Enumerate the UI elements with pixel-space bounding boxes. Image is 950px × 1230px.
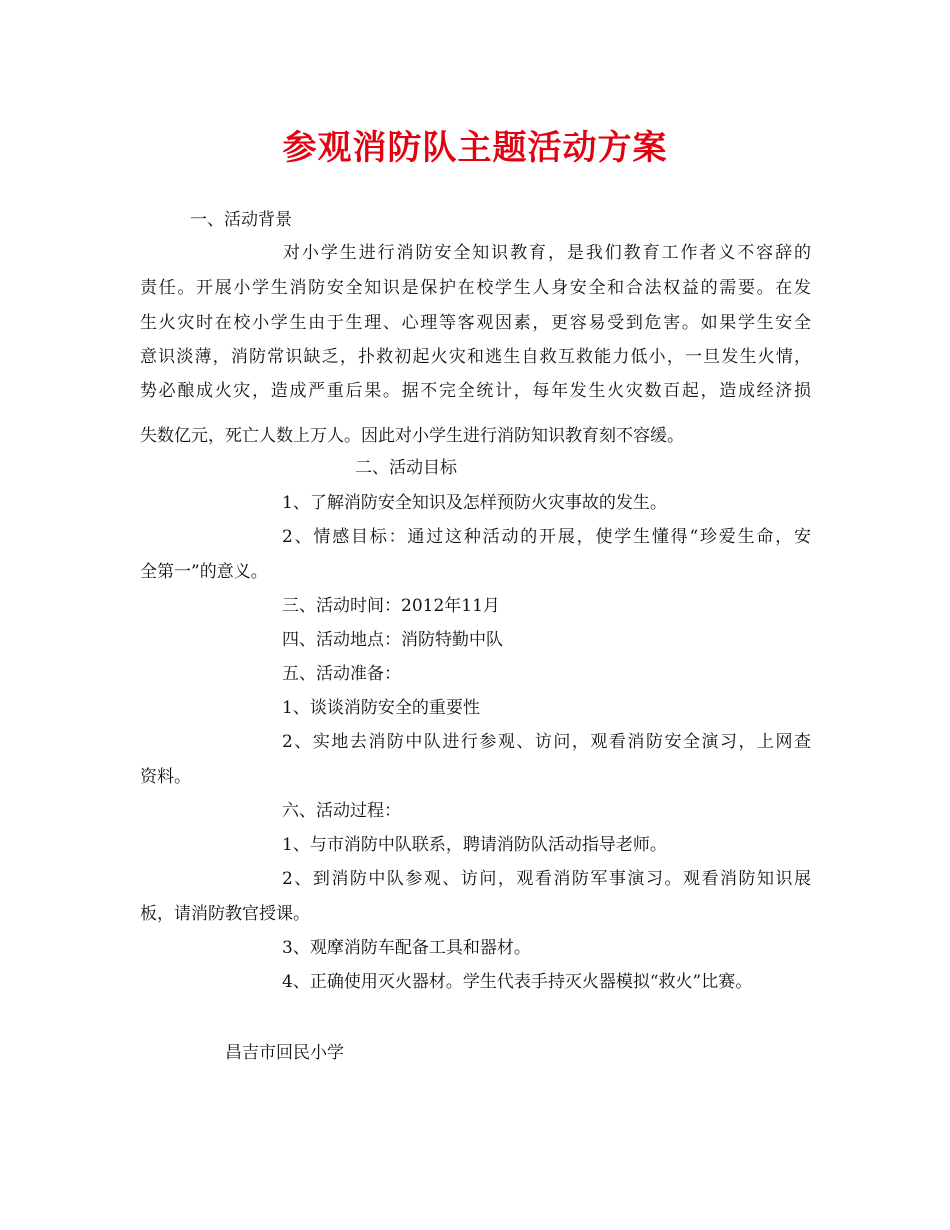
preparation-item: 2、实地去消防中队进行参观、访问，观看消防安全演习，上网查 bbox=[282, 732, 811, 752]
document-title: 参观消防队主题活动方案 bbox=[282, 128, 668, 168]
activity-time: 三、活动时间：2012年11月 bbox=[282, 596, 500, 616]
process-item-continuation: 板，请消防教官授课。 bbox=[140, 904, 310, 924]
process-item: 3、观摩消防车配备工具和器材。 bbox=[282, 938, 531, 958]
process-item: 4、正确使用灭火器材。学生代表手持灭火器模拟“救火”比赛。 bbox=[282, 972, 753, 992]
signature-school-name: 昌吉市回民小学 bbox=[225, 1043, 344, 1063]
background-paragraph-line: 生火灾时在校小学生由于生理、心理等客观因素，更容易受到危害。如果学生安全 bbox=[140, 313, 811, 333]
background-paragraph-line: 势必酿成火灾，造成严重后果。据不完全统计，每年发生火灾数百起，造成经济损 bbox=[140, 381, 811, 401]
preparation-item: 1、谈谈消防安全的重要性 bbox=[282, 698, 480, 718]
activity-location: 四、活动地点：消防特勤中队 bbox=[282, 630, 503, 650]
background-paragraph-line: 意识淡薄，消防常识缺乏，扑救初起火灾和逃生自救互救能力低小，一旦发生火情， bbox=[140, 347, 811, 367]
goal-item-continuation: 全第一”的意义。 bbox=[140, 562, 268, 582]
section-heading-goals: 二、活动目标 bbox=[355, 458, 457, 478]
section-heading-background: 一、活动背景 bbox=[190, 210, 292, 230]
goal-item: 1、了解消防安全知识及怎样预防火灾事故的发生。 bbox=[282, 493, 667, 513]
background-paragraph-line: 对小学生进行消防安全知识教育，是我们教育工作者义不容辞的 bbox=[283, 243, 811, 263]
goal-item: 2、情感目标：通过这种活动的开展，使学生懂得“珍爱生命，安 bbox=[282, 527, 811, 547]
preparation-item-continuation: 资料。 bbox=[140, 767, 191, 787]
background-paragraph-line: 失数亿元，死亡人数上万人。因此对小学生进行消防知识教育刻不容缓。 bbox=[140, 426, 684, 446]
process-item: 1、与市消防中队联系，聘请消防队活动指导老师。 bbox=[282, 835, 667, 855]
section-heading-preparation: 五、活动准备： bbox=[282, 664, 401, 684]
background-paragraph-line: 责任。开展小学生消防安全知识是保护在校学生人身安全和合法权益的需要。在发 bbox=[140, 278, 811, 298]
section-heading-process: 六、活动过程： bbox=[282, 801, 401, 821]
process-item: 2、到消防中队参观、访问，观看消防军事演习。观看消防知识展 bbox=[282, 869, 811, 889]
